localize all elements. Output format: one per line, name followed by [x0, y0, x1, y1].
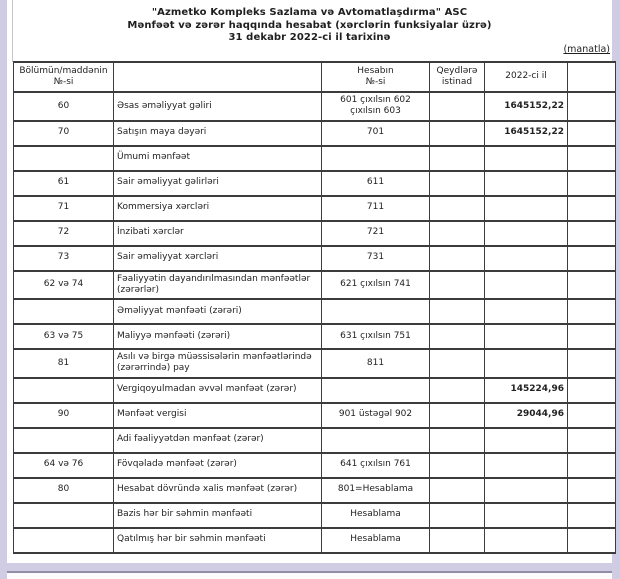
cell-year-value: [485, 171, 568, 196]
cell-year-value: [485, 453, 568, 478]
table-row: [14, 503, 616, 528]
cell-notes-ref: [430, 453, 485, 478]
cell-item-name: Qatılmış hər bir səhmin mənfəəti: [114, 528, 322, 553]
cell-notes-ref: [430, 428, 485, 453]
cell-extra: [568, 299, 616, 324]
cell-item-name: Ümumi mənfəət: [114, 146, 322, 171]
report-date: 31 dekabr 2022-ci il tarixinə: [228, 32, 391, 43]
cell-notes-ref: [430, 121, 485, 146]
cell-section-no: 60: [14, 92, 114, 121]
cell-extra: [568, 428, 616, 453]
cell-section-no: 63 və 75: [14, 324, 114, 349]
cell-year-value: [485, 221, 568, 246]
cell-extra: [568, 196, 616, 221]
cell-account-no: 701: [322, 121, 430, 146]
header-account-no: [322, 62, 430, 92]
cell-account-no: [322, 299, 430, 324]
cell-year-value: [485, 246, 568, 271]
cell-account-no: [322, 378, 430, 403]
cell-extra: [568, 324, 616, 349]
table-row: [14, 528, 616, 553]
table-row: [14, 121, 616, 146]
cell-item-name: Satışın maya dəyəri: [114, 121, 322, 146]
cell-item-name: Asılı və birgə müəssisələrin mənfəətlərində (zərərrində) pay: [114, 349, 322, 378]
cell-extra: [568, 378, 616, 403]
report-name: Mənfəət və zərər haqqında hesabat (xərclərin funksiyalar üzrə): [127, 19, 492, 31]
cell-account-no: 611: [322, 171, 430, 196]
cell-extra: [568, 528, 616, 553]
cell-year-value: [485, 299, 568, 324]
table-row: [14, 171, 616, 196]
cell-section-no: 90: [14, 403, 114, 428]
header-line: №-si: [53, 77, 74, 87]
header-line: istinad: [441, 77, 473, 87]
cell-item-name: İnzibati xərclər: [114, 221, 322, 246]
cell-item-name: Adi fəaliyyətdən mənfəət (zərər): [114, 428, 322, 453]
cell-notes-ref: [430, 271, 485, 300]
table-row: [14, 403, 616, 428]
cell-item-name: Kommersiya xərcləri: [114, 196, 322, 221]
cell-year-value: 29044,96: [485, 403, 568, 428]
cell-section-no: 80: [14, 478, 114, 503]
header-line: Bölümün/maddənin: [19, 65, 108, 76]
cell-section-no: 71: [14, 196, 114, 221]
cell-account-no: 901 üstəgəl 902: [322, 403, 430, 428]
cell-account-no: 621 çıxılsın 741: [322, 271, 430, 300]
cell-notes-ref: [430, 196, 485, 221]
header-item-name: [114, 62, 322, 92]
cell-section-no: [14, 378, 114, 403]
header-section-no: [14, 62, 114, 92]
cell-notes-ref: [430, 378, 485, 403]
cell-account-no: 731: [322, 246, 430, 271]
cell-year-value: [485, 503, 568, 528]
header-line: Hesabın: [357, 65, 394, 76]
header-line: №-si: [365, 77, 386, 87]
header-year-2022: [485, 62, 568, 92]
cell-extra: [568, 92, 616, 121]
cell-item-name: Fəaliyyətin dayandırılmasından mənfəətlər (zərərlər): [114, 271, 322, 300]
cell-item-name: Əsas əməliyyat gəliri: [114, 92, 322, 121]
cell-year-value: [485, 146, 568, 171]
cell-year-value: [485, 528, 568, 553]
table-header-row: [14, 62, 616, 92]
cell-extra: [568, 349, 616, 378]
cell-extra: [568, 171, 616, 196]
table-row: [14, 92, 616, 121]
cell-notes-ref: [430, 478, 485, 503]
cell-year-value: 145224,96: [485, 378, 568, 403]
cell-section-no: [14, 299, 114, 324]
table-row: [14, 428, 616, 453]
table-row: [14, 221, 616, 246]
cell-notes-ref: [430, 221, 485, 246]
cell-notes-ref: [430, 171, 485, 196]
cell-account-no: 721: [322, 221, 430, 246]
cell-notes-ref: [430, 299, 485, 324]
cell-year-value: 1645152,22: [485, 121, 568, 146]
cell-notes-ref: [430, 503, 485, 528]
cell-account-no: [322, 428, 430, 453]
cell-section-no: 73: [14, 246, 114, 271]
table-row: [14, 299, 616, 324]
cell-extra: [568, 503, 616, 528]
cell-account-no: 631 çıxılsın 751: [322, 324, 430, 349]
header-line: Qeydlərə: [436, 65, 478, 76]
table-row: [14, 324, 616, 349]
cell-section-no: [14, 528, 114, 553]
cell-section-no: [14, 503, 114, 528]
cell-section-no: 62 və 74: [14, 271, 114, 300]
cell-item-name: Sair əməliyyat gəlirləri: [114, 171, 322, 196]
cell-year-value: [485, 271, 568, 300]
report-title-block: [7, 0, 612, 45]
cell-section-no: 72: [14, 221, 114, 246]
cell-section-no: 70: [14, 121, 114, 146]
cell-notes-ref: [430, 92, 485, 121]
cell-extra: [568, 246, 616, 271]
next-page-edge: [7, 571, 612, 579]
table-row: [14, 196, 616, 221]
table-row: [14, 146, 616, 171]
cell-item-name: Bazis hər bir səhmin mənfəəti: [114, 503, 322, 528]
table-body: [14, 92, 616, 553]
cell-item-name: Mənfəət vergisi: [114, 403, 322, 428]
cell-section-no: [14, 428, 114, 453]
cell-notes-ref: [430, 246, 485, 271]
cell-extra: [568, 403, 616, 428]
cell-extra: [568, 478, 616, 503]
cell-item-name: Vergiqoyulmadan əvvəl mənfəət (zərər): [114, 378, 322, 403]
header-line: 2022-ci il: [505, 71, 547, 82]
cell-account-no: 641 çıxılsın 761: [322, 453, 430, 478]
cell-section-no: 64 və 76: [14, 453, 114, 478]
cell-section-no: 81: [14, 349, 114, 378]
cell-extra: [568, 453, 616, 478]
cell-account-no: Hesablama: [322, 503, 430, 528]
cell-item-name: Sair əməliyyat xərcləri: [114, 246, 322, 271]
table-row: [14, 271, 616, 300]
cell-year-value: [485, 349, 568, 378]
cell-year-value: [485, 324, 568, 349]
cell-account-no: 711: [322, 196, 430, 221]
cell-item-name: Əməliyyat mənfəəti (zərəri): [114, 299, 322, 324]
cell-notes-ref: [430, 403, 485, 428]
header-notes-ref: [430, 62, 485, 92]
cell-account-no: 811: [322, 349, 430, 378]
page-fold-line: [12, 0, 13, 62]
cell-extra: [568, 271, 616, 300]
cell-account-no: Hesablama: [322, 528, 430, 553]
cell-account-no: [322, 146, 430, 171]
cell-item-name: Hesabat dövründə xalis mənfəət (zərər): [114, 478, 322, 503]
cell-extra: [568, 121, 616, 146]
cell-section-no: 61: [14, 171, 114, 196]
table-row: [14, 478, 616, 503]
company-name: "Azmetko Kompleks Sazlama və Avtomatlaşdırma" ASC: [151, 7, 468, 18]
table-row: [14, 349, 616, 378]
cell-year-value: [485, 428, 568, 453]
currency-note: (manatla): [563, 44, 610, 55]
cell-account-no: 601 çıxılsın 602 çıxılsın 603: [322, 92, 430, 121]
cell-notes-ref: [430, 528, 485, 553]
header-extra: [568, 62, 616, 92]
table-row: [14, 246, 616, 271]
report-page: [7, 0, 612, 563]
cell-extra: [568, 146, 616, 171]
cell-notes-ref: [430, 349, 485, 378]
cell-notes-ref: [430, 146, 485, 171]
cell-extra: [568, 221, 616, 246]
table-row: [14, 453, 616, 478]
cell-section-no: [14, 146, 114, 171]
profit-loss-table: [13, 61, 616, 554]
cell-notes-ref: [430, 324, 485, 349]
cell-year-value: 1645152,22: [485, 92, 568, 121]
cell-year-value: [485, 196, 568, 221]
table-row: [14, 378, 616, 403]
cell-item-name: Fövqəladə mənfəət (zərər): [114, 453, 322, 478]
cell-account-no: 801=Hesablama: [322, 478, 430, 503]
cell-item-name: Maliyyə mənfəəti (zərəri): [114, 324, 322, 349]
cell-year-value: [485, 478, 568, 503]
